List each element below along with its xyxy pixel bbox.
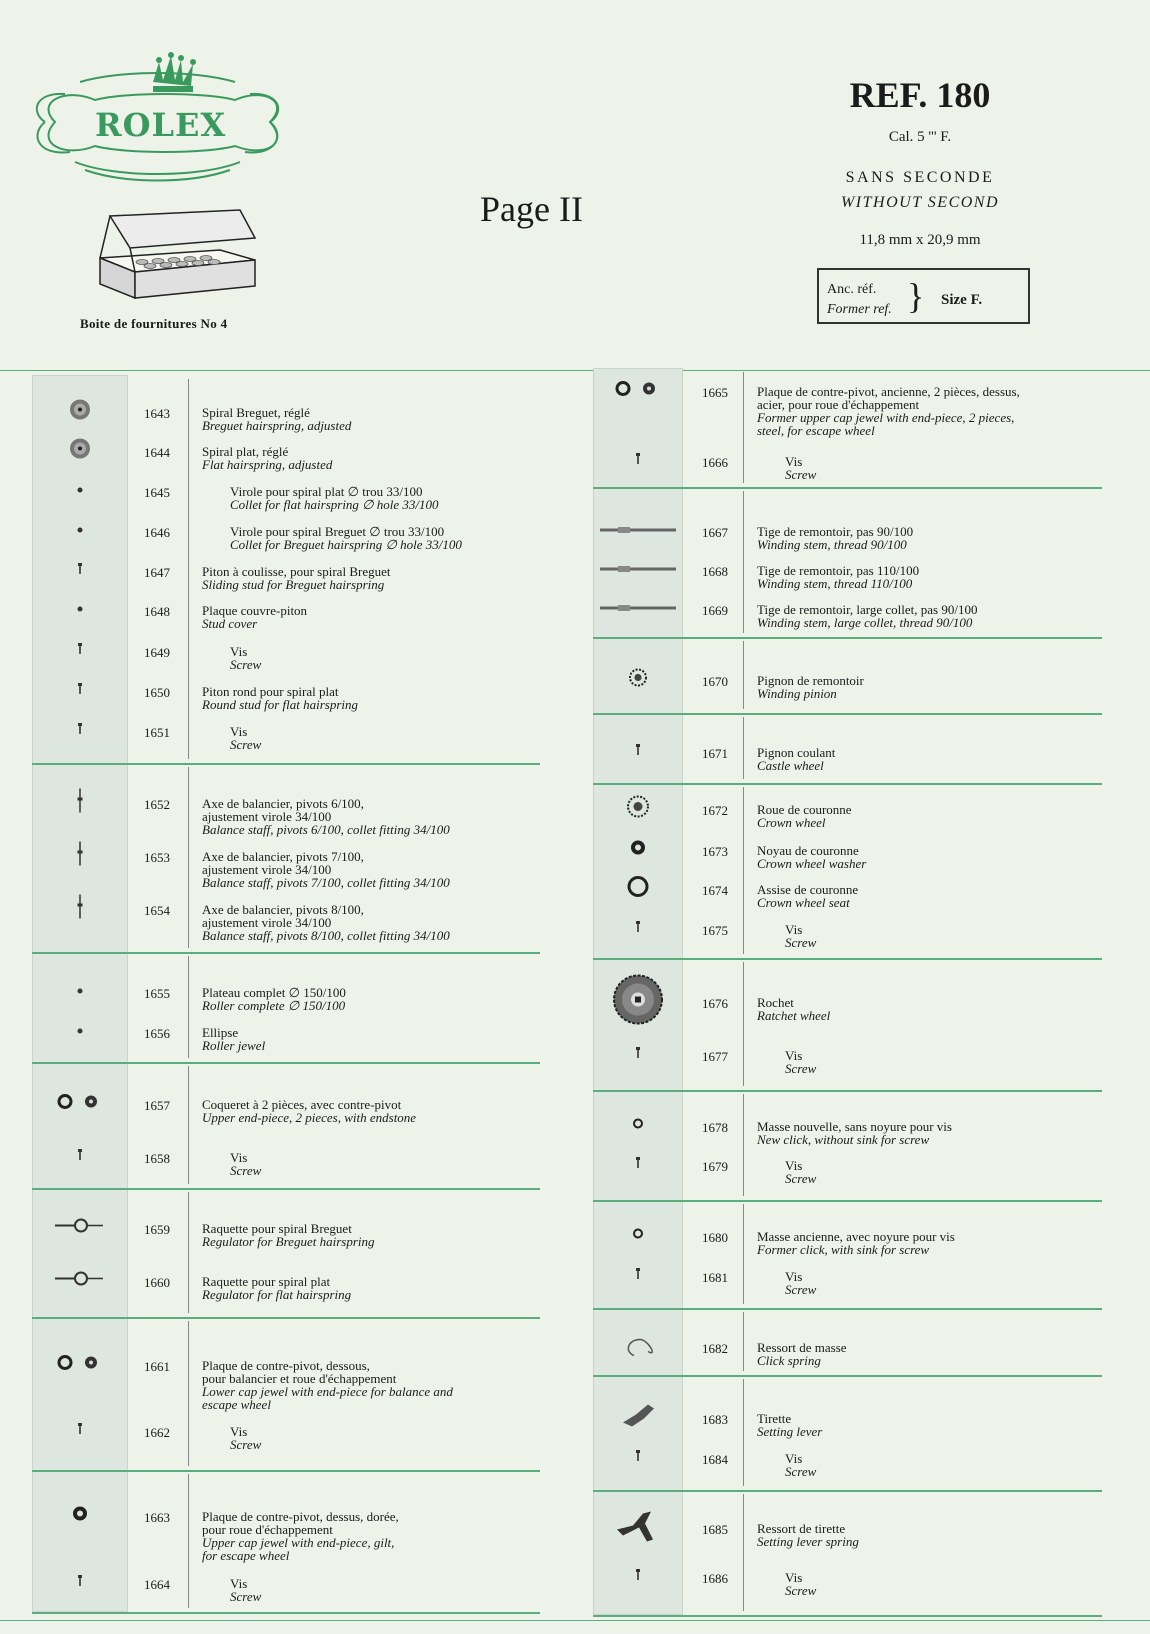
description-en: Balance staff, pivots 7/100, collet fitting 34/100 xyxy=(202,875,450,890)
part-description xyxy=(230,485,540,511)
part-1660-image xyxy=(55,1269,105,1294)
description-fr: Vis xyxy=(230,644,248,659)
part-number: 1679 xyxy=(702,1159,728,1174)
description-fr: Piton à coulisse, pour spiral Breguet xyxy=(202,564,391,579)
part-number: 1682 xyxy=(702,1341,728,1356)
description-en: Sliding stud for Breguet hairspring xyxy=(202,577,385,592)
description-fr: Vis xyxy=(785,922,803,937)
section-divider xyxy=(593,1615,1102,1617)
part-description xyxy=(230,725,540,751)
part-1657-image xyxy=(55,1092,105,1117)
dimensions: 11,8 mm x 20,9 mm xyxy=(859,232,981,248)
part-1658-image xyxy=(76,1148,84,1166)
description-fr: Ressort de tirette xyxy=(757,1521,846,1536)
former-ref-label: Former ref. xyxy=(827,302,892,317)
description-fr: Coqueret à 2 pièces, avec contre-pivot xyxy=(202,1097,402,1112)
part-description xyxy=(202,903,540,942)
description-en: Crown wheel washer xyxy=(757,856,867,871)
description-fr: Masse nouvelle, sans noyure pour vis xyxy=(757,1119,952,1134)
sans-seconde: SANS SECONDE xyxy=(845,169,995,186)
part-1653-image xyxy=(76,842,84,871)
part-description xyxy=(202,685,540,711)
column-separator xyxy=(188,956,189,1058)
section-divider xyxy=(32,1470,540,1472)
description-fr: Spiral plat, réglé xyxy=(202,444,289,459)
description-fr: Vis xyxy=(785,1570,803,1585)
part-1661-image xyxy=(55,1353,105,1378)
part-description xyxy=(202,850,540,889)
column-separator xyxy=(188,1066,189,1184)
part-description xyxy=(785,455,1102,481)
description-en: Crown wheel xyxy=(757,815,826,830)
column-separator xyxy=(743,717,744,779)
description-en: Screw xyxy=(230,1589,262,1604)
section-divider xyxy=(32,1062,540,1064)
size-label: Size F. xyxy=(941,292,983,308)
part-1654-image xyxy=(76,895,84,924)
part-description xyxy=(202,797,540,836)
part-number: 1680 xyxy=(702,1230,728,1245)
part-description xyxy=(230,1577,540,1603)
description-en: Collet for Breguet hairspring ∅ hole 33/100 xyxy=(230,537,462,552)
part-description xyxy=(202,604,540,630)
part-1674-image xyxy=(623,872,653,907)
part-description xyxy=(202,1275,540,1301)
part-1670-image xyxy=(627,667,649,694)
part-1673-image xyxy=(623,833,653,868)
section-divider xyxy=(32,1317,540,1319)
brand-wordmark: ROLEX xyxy=(95,106,227,144)
part-1669-image xyxy=(598,600,678,618)
description-en: Lower cap jewel with end-piece for balance and escape wheel xyxy=(202,1384,453,1412)
description-en: Winding pinion xyxy=(757,686,837,701)
part-description xyxy=(202,565,540,591)
section-divider xyxy=(593,958,1102,960)
description-en: Collet for flat hairspring ∅ hole 33/100 xyxy=(230,497,439,512)
description-en: Castle wheel xyxy=(757,758,824,773)
description-fr: Tirette xyxy=(757,1411,792,1426)
description-en: Screw xyxy=(785,1282,817,1297)
part-1643-image xyxy=(66,396,94,429)
column-separator xyxy=(743,491,744,633)
description-fr: Pignon coulant xyxy=(757,745,836,760)
part-number: 1643 xyxy=(144,406,170,421)
description-fr: Virole pour spiral plat ∅ trou 33/100 xyxy=(230,484,423,499)
part-number: 1668 xyxy=(702,564,728,579)
part-number: 1674 xyxy=(702,883,728,898)
part-number: 1663 xyxy=(144,1510,170,1525)
part-1678-image xyxy=(623,1109,653,1144)
section-divider xyxy=(593,783,1102,785)
part-description xyxy=(757,1522,1102,1548)
part-number: 1659 xyxy=(144,1222,170,1237)
part-1659-image xyxy=(55,1216,105,1241)
part-1662-image xyxy=(76,1422,84,1440)
part-1664-image xyxy=(76,1574,84,1592)
brace-icon: } xyxy=(907,276,925,316)
part-description xyxy=(785,1452,1102,1478)
description-en: Screw xyxy=(230,737,262,752)
description-en: Roller complete ∅ 150/100 xyxy=(202,998,346,1013)
part-1646-image xyxy=(75,522,85,540)
part-1651-image xyxy=(76,722,84,740)
part-1650-image xyxy=(76,682,84,700)
caliber: Cal. 5 ''' F. xyxy=(888,129,952,145)
section-divider xyxy=(593,1308,1102,1310)
description-fr: Vis xyxy=(785,1048,803,1063)
part-1685-image xyxy=(613,1506,663,1551)
part-1679-image xyxy=(634,1156,642,1174)
part-description xyxy=(230,1425,540,1451)
part-description xyxy=(202,406,540,432)
column-separator xyxy=(188,767,189,948)
part-1647-image xyxy=(76,562,84,580)
part-description xyxy=(757,883,1102,909)
description-en: Former click, with sink for screw xyxy=(757,1242,930,1257)
column-separator xyxy=(743,962,744,1086)
part-description xyxy=(757,1341,1102,1367)
description-en: Ratchet wheel xyxy=(757,1008,831,1023)
part-1675-image xyxy=(634,920,642,938)
part-1663-image xyxy=(65,1499,95,1534)
description-en: Former upper cap jewel with end-piece, 2 pieces, steel, for escape wheel xyxy=(757,410,1015,438)
part-number: 1666 xyxy=(702,455,728,470)
part-description xyxy=(757,1412,1102,1438)
description-en: Regulator for flat hairspring xyxy=(202,1287,352,1302)
description-fr: Masse ancienne, avec noyure pour vis xyxy=(757,1229,955,1244)
description-fr: Plateau complet ∅ 150/100 xyxy=(202,985,346,1000)
part-number: 1646 xyxy=(144,525,170,540)
description-en: Screw xyxy=(230,657,262,672)
description-fr: Rochet xyxy=(757,995,794,1010)
part-number: 1672 xyxy=(702,803,728,818)
part-number: 1656 xyxy=(144,1026,170,1041)
description-en: Upper end-piece, 2 pieces, with endstone xyxy=(202,1110,417,1125)
description-fr: Vis xyxy=(230,1150,248,1165)
part-number: 1671 xyxy=(702,746,728,761)
part-1677-image xyxy=(634,1046,642,1064)
part-number: 1648 xyxy=(144,604,170,619)
without-second: WITHOUT SECOND xyxy=(840,194,1000,211)
description-fr: Spiral Breguet, réglé xyxy=(202,405,310,420)
anc-ref-label: Anc. réf. xyxy=(827,282,877,297)
part-description xyxy=(230,525,540,551)
part-1645-image xyxy=(75,482,85,500)
description-en: Balance staff, pivots 6/100, collet fitting 34/100 xyxy=(202,822,450,837)
part-number: 1665 xyxy=(702,385,728,400)
part-1666-image xyxy=(634,452,642,470)
part-description xyxy=(785,1049,1102,1075)
part-number: 1661 xyxy=(144,1359,170,1374)
part-description xyxy=(202,1359,540,1411)
former-ref-box xyxy=(817,268,1030,324)
part-number: 1664 xyxy=(144,1577,170,1592)
part-number: 1676 xyxy=(702,996,728,1011)
part-number: 1670 xyxy=(702,674,728,689)
part-number: 1675 xyxy=(702,923,728,938)
section-divider xyxy=(593,713,1102,715)
part-1686-image xyxy=(634,1568,642,1586)
part-number: 1681 xyxy=(702,1270,728,1285)
part-1672-image xyxy=(625,794,651,825)
column-separator xyxy=(743,1094,744,1196)
section-divider xyxy=(593,487,1102,489)
description-en: Setting lever xyxy=(757,1424,823,1439)
column-separator xyxy=(188,379,189,759)
part-number: 1686 xyxy=(702,1571,728,1586)
parts-box-illustration xyxy=(90,208,262,304)
description-fr: Plaque de contre-pivot, ancienne, 2 pièces, dessus, acier, pour roue d'échappement xyxy=(757,384,1020,412)
part-description xyxy=(757,746,1102,772)
section-divider xyxy=(593,1375,1102,1377)
page-title: Page II xyxy=(480,189,583,229)
part-number: 1678 xyxy=(702,1120,728,1135)
part-number: 1660 xyxy=(144,1275,170,1290)
section-divider xyxy=(32,1612,540,1614)
part-1665-image xyxy=(613,379,663,404)
part-number: 1673 xyxy=(702,844,728,859)
description-fr: Axe de balancier, pivots 7/100, ajustement virole 34/100 xyxy=(202,849,364,877)
part-number: 1652 xyxy=(144,797,170,812)
part-description xyxy=(757,803,1102,829)
description-en: Roller jewel xyxy=(202,1038,266,1053)
part-description xyxy=(202,1510,540,1562)
part-1682-image xyxy=(618,1330,658,1365)
description-fr: Vis xyxy=(785,454,803,469)
part-description xyxy=(757,385,1102,437)
part-number: 1645 xyxy=(144,485,170,500)
description-fr: Axe de balancier, pivots 6/100, ajustement virole 34/100 xyxy=(202,796,364,824)
column-separator xyxy=(743,1204,744,1304)
ref-title: REF. 180 xyxy=(849,75,991,115)
section-divider xyxy=(593,637,1102,639)
description-fr: Roue de couronne xyxy=(757,802,852,817)
part-number: 1653 xyxy=(144,850,170,865)
part-1652-image xyxy=(76,789,84,818)
description-en: Screw xyxy=(785,1171,817,1186)
part-1681-image xyxy=(634,1267,642,1285)
description-fr: Piton rond pour spiral plat xyxy=(202,684,339,699)
part-number: 1669 xyxy=(702,603,728,618)
description-fr: Plaque de contre-pivot, dessous, pour balancier et roue d'échappement xyxy=(202,1358,397,1386)
part-number: 1649 xyxy=(144,645,170,660)
rolex-logo xyxy=(25,52,290,190)
column-separator xyxy=(743,787,744,954)
part-1648-image xyxy=(75,601,85,619)
description-fr: Vis xyxy=(785,1451,803,1466)
section-divider xyxy=(593,1090,1102,1092)
part-description xyxy=(202,1026,540,1052)
column-separator xyxy=(188,1192,189,1313)
part-description xyxy=(202,445,540,471)
description-en: Screw xyxy=(785,1583,817,1598)
part-description xyxy=(230,645,540,671)
description-fr: Raquette pour spiral Breguet xyxy=(202,1221,352,1236)
description-fr: Vis xyxy=(230,1576,248,1591)
part-number: 1685 xyxy=(702,1522,728,1537)
description-fr: Tige de remontoir, pas 90/100 xyxy=(757,524,914,539)
part-description xyxy=(202,1098,540,1124)
part-description xyxy=(757,525,1102,551)
part-number: 1644 xyxy=(144,445,170,460)
description-fr: Ellipse xyxy=(202,1025,239,1040)
description-en: Balance staff, pivots 8/100, collet fitting 34/100 xyxy=(202,928,450,943)
section-divider xyxy=(593,1490,1102,1492)
description-en: Winding stem, large collet, thread 90/100 xyxy=(757,615,973,630)
part-1680-image xyxy=(623,1219,653,1254)
description-en: Round stud for flat hairspring xyxy=(202,697,359,712)
description-fr: Tige de remontoir, large collet, pas 90/100 xyxy=(757,602,978,617)
part-number: 1658 xyxy=(144,1151,170,1166)
description-en: Click spring xyxy=(757,1353,821,1368)
description-en: Screw xyxy=(785,467,817,482)
description-fr: Vis xyxy=(230,1424,248,1439)
part-1644-image xyxy=(66,435,94,468)
part-number: 1651 xyxy=(144,725,170,740)
description-fr: Vis xyxy=(785,1158,803,1173)
part-description xyxy=(757,1230,1102,1256)
description-fr: Assise de couronne xyxy=(757,882,859,897)
part-number: 1667 xyxy=(702,525,728,540)
section-divider xyxy=(32,763,540,765)
description-fr: Vis xyxy=(230,724,248,739)
description-en: Flat hairspring, adjusted xyxy=(202,457,333,472)
description-fr: Tige de remontoir, pas 110/100 xyxy=(757,563,920,578)
column-separator xyxy=(188,1321,189,1466)
part-1671-image xyxy=(634,743,642,761)
column-separator xyxy=(743,641,744,709)
description-en: Screw xyxy=(230,1437,262,1452)
part-number: 1655 xyxy=(144,986,170,1001)
part-1649-image xyxy=(76,642,84,660)
part-1655-image xyxy=(75,983,85,1001)
description-en: Screw xyxy=(230,1163,262,1178)
description-fr: Raquette pour spiral plat xyxy=(202,1274,331,1289)
part-description xyxy=(230,1151,540,1177)
part-number: 1684 xyxy=(702,1452,728,1467)
column-separator xyxy=(743,1494,744,1611)
description-en: New click, without sink for screw xyxy=(757,1132,930,1147)
description-en: Winding stem, thread 110/100 xyxy=(757,576,913,591)
part-number: 1647 xyxy=(144,565,170,580)
part-description xyxy=(202,1222,540,1248)
part-1683-image xyxy=(618,1401,658,1436)
description-fr: Axe de balancier, pivots 8/100, ajustement virole 34/100 xyxy=(202,902,364,930)
description-fr: Plaque couvre-piton xyxy=(202,603,308,618)
column-separator xyxy=(188,1474,189,1608)
part-description xyxy=(785,1270,1102,1296)
column-separator xyxy=(743,372,744,483)
description-en: Breguet hairspring, adjusted xyxy=(202,418,352,433)
footer-divider xyxy=(0,1620,1150,1621)
section-divider xyxy=(593,1200,1102,1202)
column-separator xyxy=(743,1312,744,1371)
description-en: Stud cover xyxy=(202,616,258,631)
description-fr: Plaque de contre-pivot, dessus, dorée, pour roue d'échappement xyxy=(202,1509,399,1537)
part-1656-image xyxy=(75,1023,85,1041)
part-description xyxy=(757,844,1102,870)
part-1668-image xyxy=(598,561,678,579)
part-number: 1662 xyxy=(144,1425,170,1440)
column-separator xyxy=(743,1379,744,1486)
description-fr: Ressort de masse xyxy=(757,1340,847,1355)
description-fr: Vis xyxy=(785,1269,803,1284)
description-en: Regulator for Breguet hairspring xyxy=(202,1234,375,1249)
description-en: Setting lever spring xyxy=(757,1534,859,1549)
part-description xyxy=(785,1571,1102,1597)
part-description xyxy=(757,564,1102,590)
header-divider xyxy=(0,370,1150,371)
part-number: 1683 xyxy=(702,1412,728,1427)
part-description xyxy=(757,1120,1102,1146)
part-number: 1677 xyxy=(702,1049,728,1064)
description-fr: Pignon de remontoir xyxy=(757,673,864,688)
part-description xyxy=(785,1159,1102,1185)
part-description xyxy=(757,674,1102,700)
part-1667-image xyxy=(598,522,678,540)
description-fr: Noyau de couronne xyxy=(757,843,859,858)
description-en: Upper cap jewel with end-piece, gilt, for escape wheel xyxy=(202,1535,395,1563)
part-1676-image xyxy=(611,973,665,1032)
part-description xyxy=(757,996,1102,1022)
description-en: Winding stem, thread 90/100 xyxy=(757,537,907,552)
part-number: 1654 xyxy=(144,903,170,918)
part-description xyxy=(785,923,1102,949)
part-number: 1657 xyxy=(144,1098,170,1113)
description-en: Screw xyxy=(785,935,817,950)
part-description xyxy=(757,603,1102,629)
part-number: 1650 xyxy=(144,685,170,700)
part-description xyxy=(202,986,540,1012)
description-fr: Virole pour spiral Breguet ∅ trou 33/100 xyxy=(230,524,445,539)
description-en: Screw xyxy=(785,1061,817,1076)
description-en: Crown wheel seat xyxy=(757,895,850,910)
section-divider xyxy=(32,1188,540,1190)
section-divider xyxy=(32,952,540,954)
box-caption: Boite de fournitures No 4 xyxy=(80,316,228,331)
part-1684-image xyxy=(634,1449,642,1467)
description-en: Screw xyxy=(785,1464,817,1479)
